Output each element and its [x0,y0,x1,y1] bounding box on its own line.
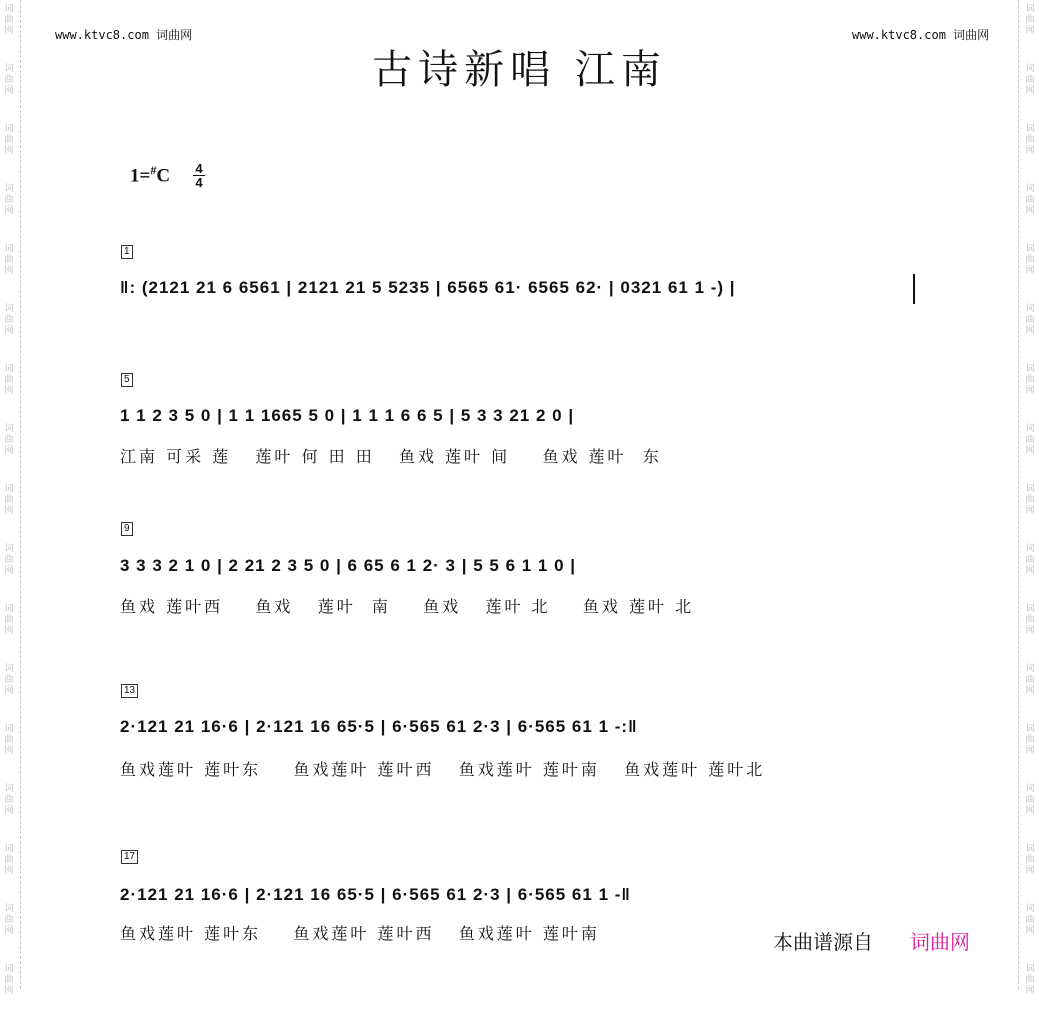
notation-line: 2·121 21 16·6 | 2·121 16 65·5 | 6·565 61 2·3 | 6·565 61 1 -:‖ [120,717,638,736]
watermark-text: 词 曲 网 [1025,304,1035,336]
page-border-right [1018,0,1019,989]
watermark-column-right [1023,0,1037,996]
watermark-text: 词 曲 网 [4,364,14,396]
watermark-text: 词 曲 网 [1025,124,1035,156]
lyrics-line: 鱼戏 莲叶西 鱼戏 莲叶 南 鱼戏 莲叶 北 鱼戏 莲叶 北 [120,597,695,616]
watermark-text: 词 曲 网 [4,244,14,276]
measure-number: 17 [121,850,138,864]
key-note: C [156,165,171,187]
footer-source-label: 本曲谱源自 [773,930,873,954]
watermark-text: 词 曲 网 [1025,184,1035,216]
measure-number: 13 [121,684,138,698]
song-title: 古诗新唱 江南 [372,47,667,93]
watermark-text: 词 曲 网 [1025,664,1035,696]
watermark-text: 词 曲 网 [4,784,14,816]
watermark-text: 词 曲 网 [4,184,14,216]
watermark-text: 词 曲 网 [4,964,14,996]
measure-number: 1 [121,245,133,259]
notation-line: ‖: (2121 21 6 6561 | 2121 21 5 5235 | 6565 61· 6565 62· | 0321 61 1 -) | [120,278,736,297]
footer-site-link[interactable]: 词曲网 [910,930,970,954]
key-sharp: # [150,163,157,177]
watermark-text: 词 曲 网 [4,604,14,636]
watermark-text: 词 曲 网 [1025,904,1035,936]
time-signature [193,162,205,189]
watermark-text: 词 曲 网 [1025,484,1035,516]
watermark-text: 词 曲 网 [4,484,14,516]
watermark-text: 词 曲 网 [1025,364,1035,396]
key-prefix: 1= [130,165,151,187]
watermark-text: 词 曲 网 [1025,604,1035,636]
watermark-text: 词 曲 网 [4,64,14,96]
notation-line: 1 1 2 3 5 0 | 1 1 1665 5 0 | 1 1 1 6 6 5 | 5 3 3 21 2 0 | [120,406,575,425]
watermark-text: 词 曲 网 [4,544,14,576]
page-border-left [20,0,21,989]
watermark-text: 词 曲 网 [1025,844,1035,876]
lyrics-line: 鱼戏莲叶 莲叶东 鱼戏莲叶 莲叶西 鱼戏莲叶 莲叶南 [120,924,600,943]
lyrics-line: 江南 可采 莲 莲叶 何 田 田 鱼戏 莲叶 间 鱼戏 莲叶 东 [120,447,662,466]
watermark-text: 词 曲 网 [4,424,14,456]
watermark-text: 词 曲 网 [1025,244,1035,276]
watermark-column-left [2,0,16,996]
watermark-text: 词 曲 网 [1025,964,1035,996]
watermark-text: 词 曲 网 [1025,544,1035,576]
watermark-text: 词 曲 网 [4,844,14,876]
key-signature [130,163,170,187]
system-end-barline [913,274,915,304]
time-signature-top: 4 [195,161,203,176]
notation-line: 3 3 3 2 1 0 | 2 21 2 3 5 0 | 6 65 6 1 2· 3 | 5 5 6 1 1 0 | [120,556,577,575]
watermark-text: 词 曲 网 [1025,64,1035,96]
measure-number: 9 [121,522,133,536]
time-signature-bottom: 4 [195,175,203,190]
watermark-text: 词 曲 网 [4,904,14,936]
watermark-text: 词 曲 网 [4,724,14,756]
watermark-text: 词 曲 网 [1025,4,1035,36]
measure-number: 5 [121,373,133,387]
watermark-text: 词 曲 网 [4,4,14,36]
watermark-text: 词 曲 网 [4,664,14,696]
site-label-right[interactable]: www.ktvc8.com 词曲网 [852,28,990,42]
watermark-text: 词 曲 网 [1025,784,1035,816]
watermark-text: 词 曲 网 [4,304,14,336]
watermark-text: 词 曲 网 [1025,424,1035,456]
notation-line: 2·121 21 16·6 | 2·121 16 65·5 | 6·565 61 2·3 | 6·565 61 1 -‖ [120,885,631,904]
watermark-text: 词 曲 网 [4,124,14,156]
lyrics-line: 鱼戏莲叶 莲叶东 鱼戏莲叶 莲叶西 鱼戏莲叶 莲叶南 鱼戏莲叶 莲叶北 [120,760,766,779]
site-label-left[interactable]: www.ktvc8.com 词曲网 [55,28,193,42]
watermark-text: 词 曲 网 [1025,724,1035,756]
